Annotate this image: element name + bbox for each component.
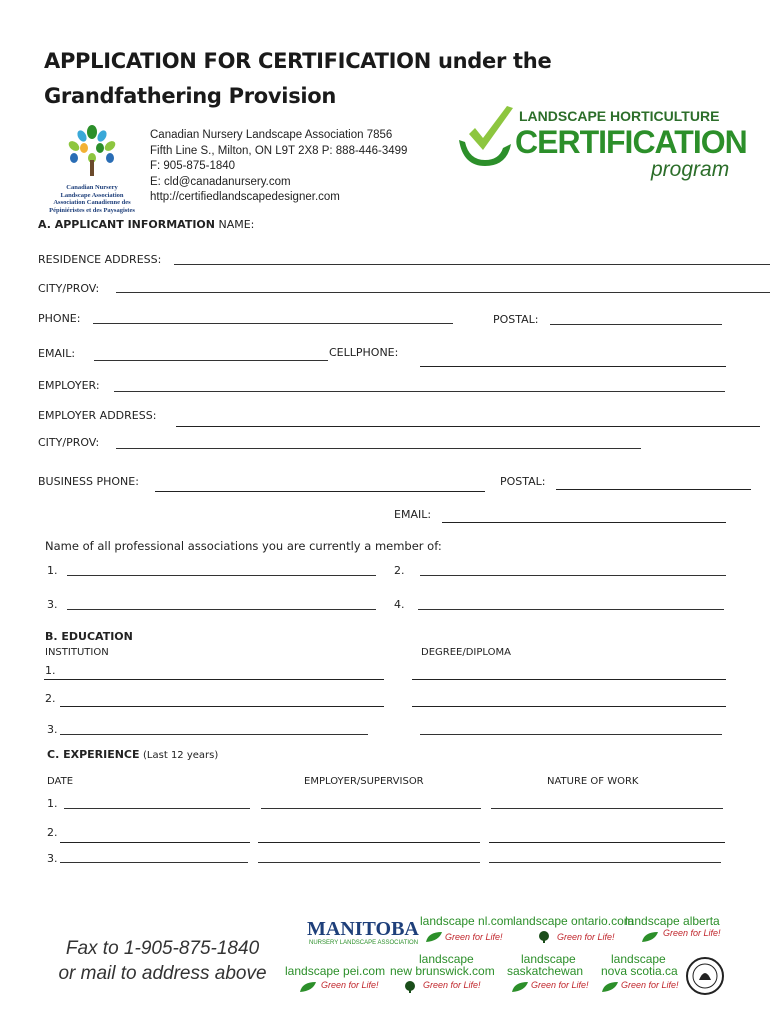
partner-logos <box>285 906 755 1011</box>
experience-row-3: 3. <box>47 852 58 865</box>
fax-line-1: Fax to 1-905-875-1840 <box>65 938 260 959</box>
degree-field-1[interactable] <box>412 679 726 680</box>
leaf-icon <box>299 978 317 990</box>
cnla-logo-text-4: Pépiniéristes et des Paysagistes <box>49 206 135 214</box>
landscape-alberta-logo: landscape alberta <box>625 914 720 928</box>
experience-row-2: 2. <box>47 826 58 839</box>
institution-field-3[interactable] <box>60 734 368 735</box>
leaf-tree-icon <box>44 120 140 180</box>
landscape-nb-top: landscape <box>419 952 474 966</box>
institution-label: INSTITUTION <box>45 647 109 658</box>
landscape-nb-bottom: new brunswick.com <box>390 964 495 978</box>
green-for-life-tag: Green for Life! <box>445 932 503 942</box>
postal-field[interactable] <box>550 324 722 325</box>
assoc-field-3[interactable] <box>67 609 376 610</box>
leaf-icon <box>511 978 529 990</box>
employer-address-field[interactable] <box>176 426 760 427</box>
contact-block <box>150 128 407 206</box>
lhc-line-2: CERTIFICATION <box>515 124 747 160</box>
checkmark-icon <box>455 104 517 168</box>
employer-field-1[interactable] <box>261 808 481 809</box>
city-prov-2-field[interactable] <box>116 448 641 449</box>
date-field-1[interactable] <box>64 808 250 809</box>
manitoba-logo: MANITOBA <box>307 918 419 940</box>
green-for-life-tag: Green for Life! <box>531 980 589 990</box>
title-line-1: APPLICATION FOR CERTIFICATION under the <box>44 49 552 73</box>
section-c-heading <box>47 748 218 761</box>
city-prov-label: CITY/PROV: <box>38 282 100 295</box>
phone-label: PHONE: <box>38 312 81 325</box>
contact-line: http://certifiedlandscapedesigner.com <box>150 191 340 203</box>
landscape-ns-bottom: nova scotia.ca <box>601 964 678 978</box>
tree-icon <box>535 928 553 940</box>
fax-instructions <box>50 936 275 986</box>
landscape-pei-logo: landscape pei.com <box>285 964 386 978</box>
degree-label: DEGREE/DIPLOMA <box>421 647 511 658</box>
experience-row-1: 1. <box>47 797 58 810</box>
title-line-2: Grandfathering Provision <box>44 84 337 108</box>
nature-field-1[interactable] <box>491 808 723 809</box>
associations-prompt: Name of all professional associations you are currently a member of: <box>45 539 442 553</box>
education-row-1: 1. <box>45 664 56 677</box>
date-field-2[interactable] <box>60 842 250 843</box>
assoc-number-3: 3. <box>47 598 58 611</box>
employer-field-2[interactable] <box>258 842 480 843</box>
cnla-logo-text-3: Association Canadienne des <box>53 199 131 206</box>
manitoba-sub: NURSERY LANDSCAPE ASSOCIATION <box>309 940 419 946</box>
institution-field-2[interactable] <box>60 706 384 707</box>
contact-line: Canadian Nursery Landscape Association 7856 <box>150 129 393 141</box>
cnla-logo-text-2: Landscape Association <box>60 191 124 199</box>
city-prov-2-label: CITY/PROV: <box>38 436 100 449</box>
green-for-life-tag: Green for Life! <box>557 932 615 942</box>
green-for-life-tag: Green for Life! <box>663 928 721 938</box>
cellphone-field[interactable] <box>420 366 726 367</box>
contact-line: E: cld@canadanursery.com <box>150 175 291 188</box>
assoc-number-4: 4. <box>394 598 405 611</box>
landscape-sk-bottom: saskatchewan <box>507 964 584 978</box>
business-phone-field[interactable] <box>155 491 485 492</box>
date-label: DATE <box>47 776 74 787</box>
leaf-icon <box>425 928 443 940</box>
lhc-logo <box>455 104 745 186</box>
email-2-field[interactable] <box>442 522 726 523</box>
landscape-sk-top: landscape <box>521 952 576 966</box>
nature-field-2[interactable] <box>489 842 725 843</box>
assoc-number-2: 2. <box>394 564 405 577</box>
section-c-title: C. EXPERIENCE <box>47 748 140 761</box>
residence-address-field[interactable] <box>174 264 770 265</box>
employer-label: EMPLOYER: <box>38 379 100 392</box>
employer-supervisor-label: EMPLOYER/SUPERVISOR <box>304 776 424 787</box>
education-row-3: 3. <box>47 723 58 736</box>
assoc-number-1: 1. <box>47 564 58 577</box>
cnla-logo <box>44 120 140 212</box>
green-for-life-tag: Green for Life! <box>321 980 379 990</box>
postal-label: POSTAL: <box>493 313 539 326</box>
assoc-field-2[interactable] <box>420 575 726 576</box>
contact-line: F: 905-875-1840 <box>150 160 236 172</box>
residence-address-label: RESIDENCE ADDRESS: <box>38 253 162 266</box>
city-prov-field[interactable] <box>116 292 770 293</box>
lhc-line-1: LANDSCAPE HORTICULTURE <box>519 108 720 124</box>
education-row-2: 2. <box>45 692 56 705</box>
section-a-heading <box>38 218 254 231</box>
email-2-label: EMAIL: <box>394 508 432 521</box>
landscape-ontario-logo: landscape ontario.com <box>513 914 634 928</box>
nature-of-work-label: NATURE OF WORK <box>547 776 639 787</box>
employer-address-label: EMPLOYER ADDRESS: <box>38 409 157 422</box>
employer-field[interactable] <box>114 391 725 392</box>
green-for-life-tag: Green for Life! <box>621 980 679 990</box>
date-field-3[interactable] <box>60 862 248 863</box>
assoc-field-4[interactable] <box>418 609 724 610</box>
phone-field[interactable] <box>93 323 453 324</box>
postal-2-field[interactable] <box>556 489 751 490</box>
lhc-line-3: program <box>651 158 730 181</box>
degree-field-2[interactable] <box>412 706 726 707</box>
green-for-life-tag: Green for Life! <box>423 980 481 990</box>
postal-2-label: POSTAL: <box>500 475 546 488</box>
email-field[interactable] <box>94 360 328 361</box>
section-c-note: (Last 12 years) <box>143 750 219 761</box>
section-a-title: A. APPLICANT INFORMATION <box>38 218 215 231</box>
contact-line: Fifth Line S., Milton, ON L9T 2X8 P: 888-446-3499 <box>150 144 408 157</box>
degree-field-3[interactable] <box>420 734 722 735</box>
section-b-heading: B. EDUCATION <box>45 630 133 643</box>
landscape-ns-top: landscape <box>611 952 666 966</box>
nature-field-3[interactable] <box>489 862 721 863</box>
email-label: EMAIL: <box>38 347 76 360</box>
leaf-icon <box>601 978 619 990</box>
employer-field-3[interactable] <box>258 862 480 863</box>
tree-icon <box>401 978 419 990</box>
institution-field-1[interactable] <box>44 679 384 680</box>
landscape-nl-logo: landscape nl.com <box>420 914 514 928</box>
name-label: NAME: <box>214 218 255 231</box>
cellphone-label: CELLPHONE: <box>329 346 399 359</box>
business-phone-label: BUSINESS PHONE: <box>38 475 139 488</box>
bc-landscape-seal-icon <box>685 956 725 996</box>
fax-line-2: or mail to address above <box>58 963 267 984</box>
leaf-icon <box>641 928 659 940</box>
cnla-logo-text-1: Canadian Nursery <box>66 184 118 191</box>
assoc-field-1[interactable] <box>67 575 376 576</box>
